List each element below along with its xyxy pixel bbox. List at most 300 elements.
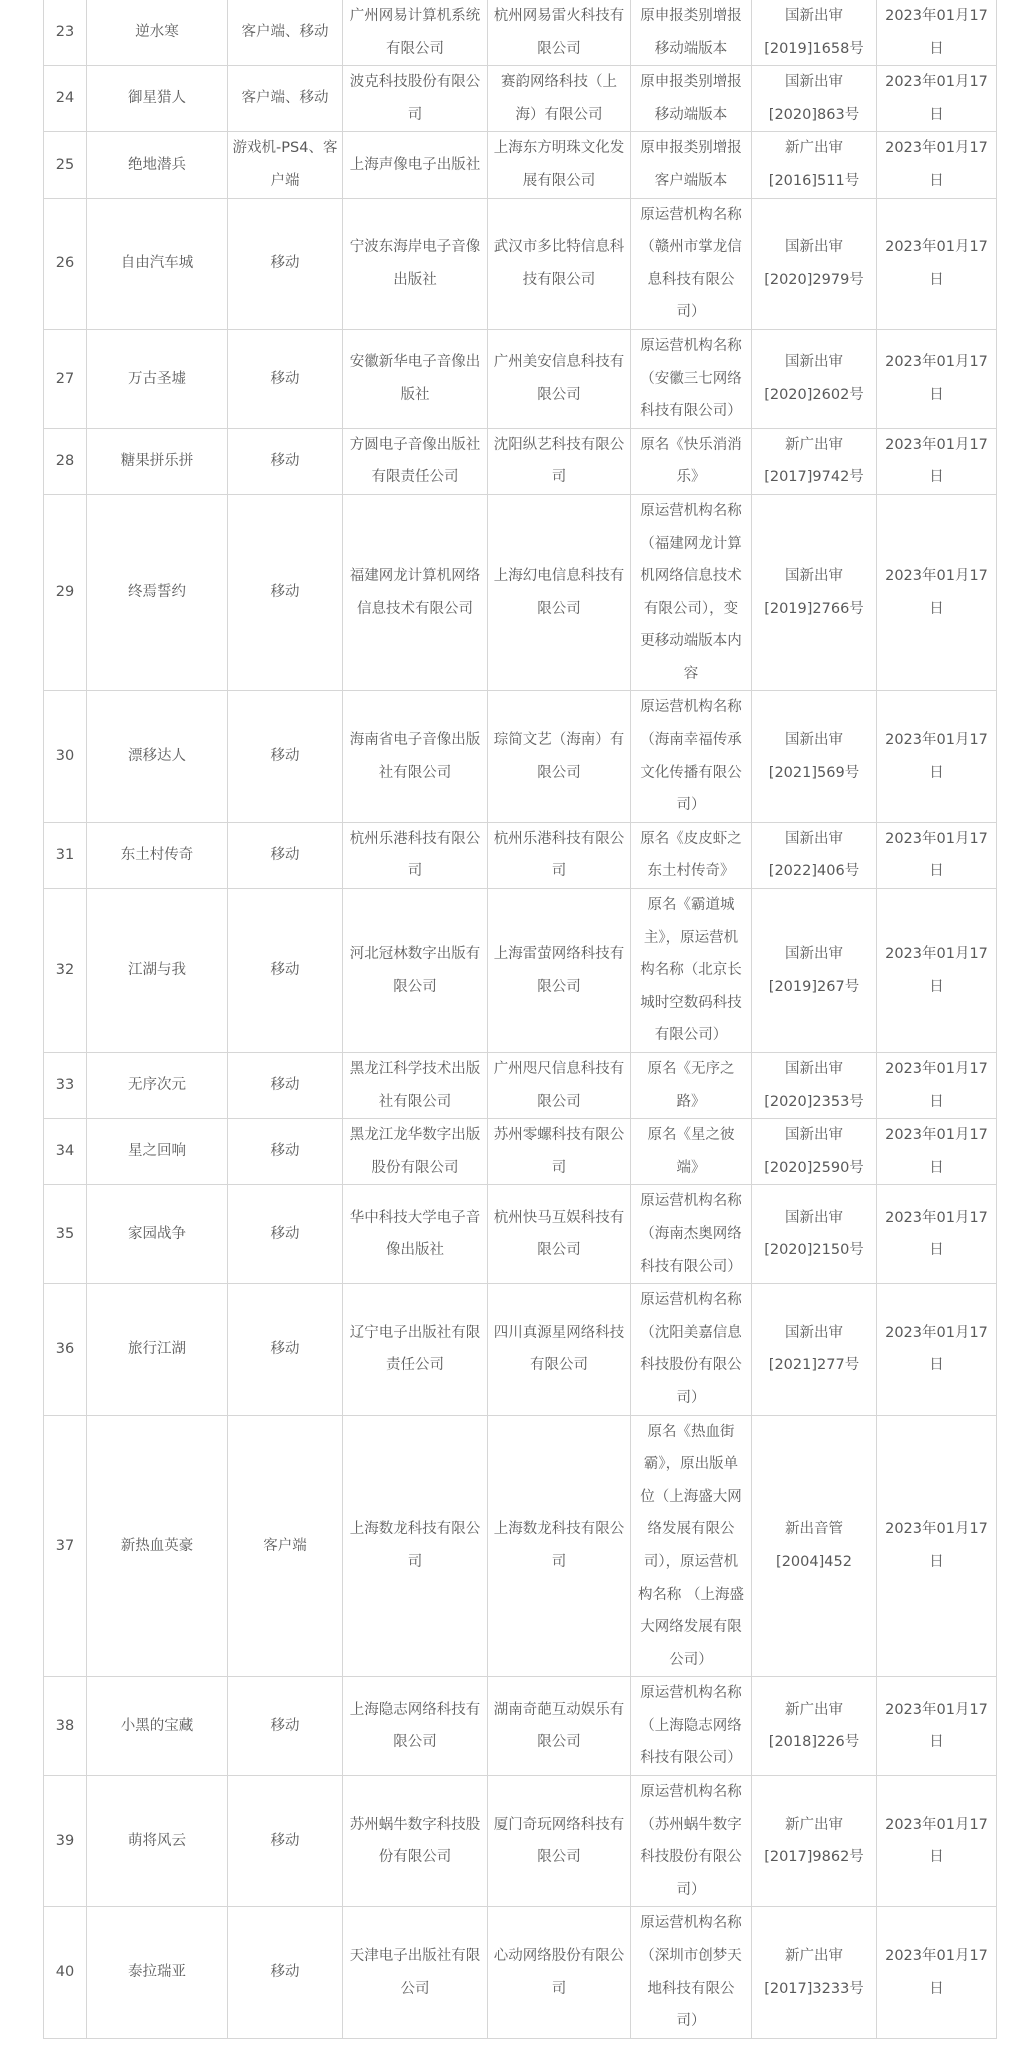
row-number-cell: 27	[44, 329, 87, 428]
cell-line: 有限公司	[386, 40, 444, 57]
game-type-cell	[228, 0, 343, 66]
publisher-cell	[343, 66, 488, 132]
game-type-cell	[228, 1677, 343, 1776]
operator-cell	[488, 1119, 631, 1185]
cell-line: （海南杰奥网络	[640, 1225, 742, 1242]
cell-line: 日	[929, 172, 944, 189]
cell-line: 2023年01月17	[885, 74, 988, 91]
cell-line: 上海数龙科技有限公	[493, 1521, 625, 1538]
approval-number-cell	[752, 1677, 877, 1776]
cell-line: 客户端	[263, 1537, 307, 1554]
table-row	[44, 1284, 997, 1415]
cell-line: 国新出审	[785, 568, 843, 585]
table-row	[44, 198, 997, 329]
cell-line: 限公司	[537, 600, 581, 617]
cell-line: [2022]406号	[768, 863, 860, 880]
date-cell	[877, 691, 997, 822]
cell-line: 2023年01月17	[885, 140, 988, 157]
approval-number-cell	[752, 329, 877, 428]
cell-line: 容	[683, 665, 699, 682]
date-cell	[877, 494, 997, 691]
row-number-cell: 38	[44, 1677, 87, 1776]
cell-line: 原名《霸道城	[647, 897, 735, 914]
cell-line: 限公司	[537, 1242, 581, 1259]
game-name-cell: 自由汽车城	[87, 198, 228, 329]
publisher-cell	[343, 1677, 488, 1776]
cell-line: 社有限公司	[378, 1093, 452, 1110]
cell-line: 主》，原运营机	[643, 929, 739, 946]
publisher-cell	[343, 1776, 488, 1907]
cell-line: 原申报类别增报	[640, 140, 742, 157]
cell-line: 2023年01月17	[885, 1948, 988, 1965]
cell-line: 宁波东海岸电子音像	[349, 239, 481, 256]
game-type-cell	[228, 889, 343, 1053]
cell-line: 移动	[270, 584, 300, 601]
cell-line: 厦门奇玩网络科技有	[493, 1816, 625, 1833]
operator-cell	[488, 494, 631, 691]
game-type-cell	[228, 1119, 343, 1185]
cell-line: 社有限公司	[378, 764, 452, 781]
cell-line: 司	[551, 469, 567, 486]
cell-line: 2023年01月17	[885, 830, 988, 847]
cell-line: 上海幻电信息科技有	[493, 568, 625, 585]
cell-line: 文化传播有限公	[640, 764, 742, 781]
cell-line: [2020]2353号	[764, 1093, 864, 1110]
row-number-cell: 37	[44, 1415, 87, 1677]
publisher-cell	[343, 822, 488, 888]
cell-line: 移动	[270, 1832, 300, 1849]
date-cell	[877, 329, 997, 428]
remark-cell	[631, 1415, 752, 1677]
cell-line: [2020]863号	[768, 106, 860, 123]
cell-line: 2023年01月17	[885, 732, 988, 749]
cell-line: 司	[551, 1553, 567, 1570]
game-type-cell	[228, 691, 343, 822]
cell-line: 司	[407, 863, 423, 880]
row-number-cell: 25	[44, 132, 87, 198]
cell-line: 责任公司	[386, 1357, 444, 1374]
cell-line: 日	[929, 469, 944, 486]
cell-line: [2019]2766号	[764, 600, 864, 617]
row-number-cell: 31	[44, 822, 87, 888]
game-type-cell	[228, 66, 343, 132]
cell-line: 上海隐志网络科技有	[349, 1701, 481, 1718]
cell-line: 原名《快乐消消	[640, 436, 742, 453]
cell-line: 湖南奇葩互动娱乐有	[493, 1701, 625, 1718]
cell-line: 新广出审	[785, 1948, 843, 1965]
cell-line: 上海声像电子出版社	[349, 156, 481, 173]
game-name-cell: 旅行江湖	[87, 1284, 228, 1415]
game-name-cell: 东土村传奇	[87, 822, 228, 888]
cell-line: 国新出审	[785, 1209, 843, 1226]
cell-line: 辽宁电子出版社有限	[349, 1324, 481, 1341]
cell-line: 原运营机构名称	[640, 1685, 742, 1702]
table-row	[44, 1119, 997, 1185]
row-number-cell: 36	[44, 1284, 87, 1415]
row-number-cell: 30	[44, 691, 87, 822]
game-name-cell: 萌将风云	[87, 1776, 228, 1907]
cell-line: 出版社	[393, 271, 437, 288]
row-number-cell: 34	[44, 1119, 87, 1185]
cell-line: 原名《无序之	[647, 1061, 735, 1077]
cell-line: （上海隐志网络	[640, 1717, 742, 1734]
operator-cell	[488, 329, 631, 428]
operator-cell	[488, 1185, 631, 1284]
publisher-cell	[343, 0, 488, 66]
cell-line: 原运营机构名称	[640, 502, 742, 519]
game-name-cell: 江湖与我	[87, 889, 228, 1053]
approval-number-cell	[752, 1284, 877, 1415]
cell-line: [2020]2590号	[764, 1159, 864, 1176]
cell-line: 有限责任公司	[371, 469, 459, 486]
game-name-cell: 绝地潜兵	[87, 132, 228, 198]
cell-line: [2021]277号	[768, 1357, 860, 1374]
cell-line: 广州咫尺信息科技有	[493, 1061, 625, 1077]
table-row	[44, 132, 997, 198]
cell-line: 2023年01月17	[885, 1816, 988, 1833]
cell-line: 司），原运营机	[643, 1553, 739, 1570]
cell-line: 日	[929, 1734, 944, 1751]
table-row	[44, 1185, 997, 1284]
operator-cell	[488, 889, 631, 1053]
operator-cell	[488, 66, 631, 132]
cell-line: 福建网龙计算机网络	[349, 568, 481, 585]
game-name-cell: 漂移达人	[87, 691, 228, 822]
cell-line: 司	[407, 106, 423, 123]
cell-line: 版社	[400, 386, 430, 403]
cell-line: 2023年01月17	[885, 1521, 988, 1538]
game-type-cell	[228, 1284, 343, 1415]
table-row	[44, 1415, 997, 1677]
approval-number-cell	[752, 1776, 877, 1907]
row-number-cell: 28	[44, 428, 87, 494]
cell-line: 构名称（北京长	[640, 962, 742, 979]
approval-table	[43, 0, 997, 2039]
remark-cell	[631, 1907, 752, 2038]
cell-line: 客户端、移动	[241, 24, 329, 41]
operator-cell	[488, 1415, 631, 1677]
cell-line: [2020]2150号	[764, 1242, 864, 1259]
cell-line: 武汉市多比特信息科	[493, 239, 625, 256]
cell-line: 司）	[676, 1881, 706, 1898]
cell-line: 移动	[270, 255, 300, 272]
table-row	[44, 822, 997, 888]
cell-line: 路》	[676, 1093, 706, 1110]
cell-line: 科技有限公司）	[640, 403, 742, 420]
table-body	[44, 0, 997, 2038]
operator-cell	[488, 822, 631, 888]
cell-line: 新出音管	[785, 1521, 843, 1538]
cell-line: （沈阳美嘉信息	[640, 1324, 742, 1341]
cell-line: 2023年01月17	[885, 945, 988, 962]
cell-line: 新广出审	[785, 140, 843, 157]
cell-line: 原运营机构名称	[640, 206, 742, 223]
remark-cell	[631, 132, 752, 198]
cell-line: （安徽三七网络	[640, 370, 742, 387]
cell-line: 移动端版本	[654, 40, 728, 57]
remark-cell	[631, 0, 752, 66]
row-number-cell: 39	[44, 1776, 87, 1907]
cell-line: 司）	[676, 2013, 706, 2030]
row-number-cell: 40	[44, 1907, 87, 2038]
cell-line: 移动端版本	[654, 106, 728, 123]
cell-line: [2017]9742号	[764, 469, 864, 486]
cell-line: 广州网易计算机系统	[349, 8, 481, 24]
remark-cell	[631, 198, 752, 329]
remark-cell	[631, 494, 752, 691]
date-cell	[877, 0, 997, 66]
cell-line: 苏州蜗牛数字科技股	[349, 1816, 481, 1833]
cell-line: 原运营机构名称	[640, 1292, 742, 1309]
cell-line: 国新出审	[785, 945, 843, 962]
table-row	[44, 66, 997, 132]
publisher-cell	[343, 1185, 488, 1284]
cell-line: 四川真源星网络科技	[493, 1324, 625, 1341]
cell-line: 科技股份有限公	[640, 1849, 742, 1866]
cell-line: 位（上海盛大网	[640, 1488, 742, 1505]
cell-line: 科技有限公司）	[640, 1258, 742, 1275]
approval-number-cell	[752, 1907, 877, 2038]
approval-number-cell	[752, 198, 877, 329]
remark-cell	[631, 1119, 752, 1185]
cell-line: [2019]267号	[768, 978, 860, 995]
table-row	[44, 329, 997, 428]
cell-line: 份有限公司	[378, 1849, 452, 1866]
game-type-cell	[228, 1053, 343, 1119]
operator-cell	[488, 132, 631, 198]
cell-line: 日	[929, 1159, 944, 1176]
cell-line: 日	[929, 1849, 944, 1866]
cell-line: 客户端版本	[654, 172, 728, 189]
cell-line: 移动	[270, 370, 300, 387]
cell-line: 限公司	[537, 386, 581, 403]
cell-line: 息科技有限公	[647, 271, 735, 288]
cell-line: 上海雷萤网络科技有	[493, 945, 625, 962]
cell-line: 限公司	[537, 978, 581, 995]
cell-line: 杭州乐港科技有限公	[349, 830, 481, 847]
cell-line: 日	[929, 600, 944, 617]
cell-line: 客户端、移动	[241, 90, 329, 107]
row-number-cell: 29	[44, 494, 87, 691]
cell-line: 日	[929, 386, 944, 403]
cell-line: 公司	[400, 1980, 430, 1997]
publisher-cell	[343, 1053, 488, 1119]
cell-line: 限公司	[537, 764, 581, 781]
cell-line: [2020]2602号	[764, 386, 864, 403]
game-type-cell	[228, 198, 343, 329]
cell-line: 构名称 （上海盛	[637, 1586, 745, 1603]
cell-line: 乐》	[676, 469, 706, 486]
date-cell	[877, 822, 997, 888]
cell-line: 日	[929, 1553, 944, 1570]
cell-line: 像出版社	[386, 1242, 444, 1259]
date-cell	[877, 1776, 997, 1907]
date-cell	[877, 1284, 997, 1415]
operator-cell	[488, 0, 631, 66]
cell-line: （海南幸福传承	[640, 732, 742, 749]
approval-number-cell	[752, 1053, 877, 1119]
cell-line: 黑龙江科学技术出版	[349, 1061, 481, 1077]
game-type-cell	[228, 329, 343, 428]
cell-line: 原运营机构名称	[640, 1784, 742, 1801]
row-number-cell: 26	[44, 198, 87, 329]
cell-line: 苏州零螺科技有限公	[493, 1127, 625, 1144]
cell-line: 安徽新华电子音像出	[349, 354, 481, 371]
game-name-cell: 小黑的宝藏	[87, 1677, 228, 1776]
cell-line: 方圆电子音像出版社	[349, 436, 481, 453]
cell-line: 移动	[270, 1077, 300, 1094]
publisher-cell	[343, 329, 488, 428]
cell-line: 日	[929, 1357, 944, 1374]
table-row	[44, 889, 997, 1053]
cell-line: 琮简文艺（海南）有	[493, 732, 625, 749]
cell-line: 2023年01月17	[885, 1209, 988, 1226]
approval-number-cell	[752, 428, 877, 494]
cell-line: 日	[929, 863, 944, 880]
table-row	[44, 1776, 997, 1907]
cell-line: 广州美安信息科技有	[493, 354, 625, 371]
game-type-cell	[228, 494, 343, 691]
cell-line: 国新出审	[785, 239, 843, 256]
game-name-cell: 星之回响	[87, 1119, 228, 1185]
publisher-cell	[343, 691, 488, 822]
cell-line: 原名《皮皮虾之	[640, 830, 742, 847]
cell-line: 2023年01月17	[885, 436, 988, 453]
game-name-cell: 新热血英豪	[87, 1415, 228, 1677]
cell-line: 霸》，原出版单	[643, 1456, 739, 1473]
cell-line: 移动	[270, 1341, 300, 1358]
date-cell	[877, 428, 997, 494]
cell-line: 日	[929, 978, 944, 995]
remark-cell	[631, 822, 752, 888]
game-name-cell: 糖果拼乐拼	[87, 428, 228, 494]
cell-line: 限公司	[537, 1734, 581, 1751]
cell-line: （赣州市掌龙信	[640, 239, 742, 256]
cell-line: 原运营机构名称	[640, 699, 742, 716]
game-name-cell: 万古圣墟	[87, 329, 228, 428]
table-row	[44, 494, 997, 691]
cell-line: [2021]569号	[768, 764, 860, 781]
cell-line: [2019]1658号	[764, 40, 864, 57]
date-cell	[877, 1415, 997, 1677]
cell-line: 杭州网易雷火科技有	[493, 8, 625, 24]
cell-line: [2018]226号	[768, 1734, 860, 1751]
cell-line: 国新出审	[785, 8, 843, 24]
cell-line: [2004]452	[776, 1553, 852, 1570]
game-type-cell	[228, 1185, 343, 1284]
date-cell	[877, 1677, 997, 1776]
cell-line: 日	[929, 1980, 944, 1997]
date-cell	[877, 66, 997, 132]
approval-number-cell	[752, 66, 877, 132]
operator-cell	[488, 1776, 631, 1907]
cell-line: 限公司	[537, 40, 581, 57]
cell-line: 日	[929, 764, 944, 781]
game-type-cell	[228, 822, 343, 888]
cell-line: 心动网络股份有限公	[493, 1948, 625, 1965]
cell-line: 海）有限公司	[515, 106, 603, 123]
cell-line: 司）	[676, 1389, 706, 1406]
cell-line: 赛韵网络科技（上	[501, 74, 617, 91]
cell-line: 移动	[270, 1143, 300, 1160]
cell-line: 司	[551, 1980, 567, 1997]
cell-line: 2023年01月17	[885, 568, 988, 585]
remark-cell	[631, 691, 752, 822]
game-type-cell	[228, 1907, 343, 2038]
cell-line: 有限公司	[530, 1357, 588, 1374]
cell-line: 限公司	[537, 1849, 581, 1866]
publisher-cell	[343, 198, 488, 329]
operator-cell	[488, 428, 631, 494]
cell-line: 2023年01月17	[885, 1324, 988, 1341]
operator-cell	[488, 198, 631, 329]
cell-line: 限公司	[393, 978, 437, 995]
cell-line: 移动	[270, 847, 300, 864]
cell-line: 端》	[676, 1159, 706, 1176]
cell-line: 原申报类别增报	[640, 74, 742, 91]
cell-line: 司	[551, 863, 567, 880]
cell-line: 日	[929, 40, 944, 57]
date-cell	[877, 198, 997, 329]
cell-line: 日	[929, 1242, 944, 1259]
publisher-cell	[343, 428, 488, 494]
cell-line: 国新出审	[785, 830, 843, 847]
table-row	[44, 1053, 997, 1119]
cell-line: 国新出审	[785, 354, 843, 371]
row-number-cell: 33	[44, 1053, 87, 1119]
remark-cell	[631, 428, 752, 494]
cell-line: 司）	[676, 304, 706, 321]
cell-line: 科技有限公司）	[640, 1750, 742, 1767]
cell-line: 2023年01月17	[885, 8, 988, 24]
cell-line: 信息技术有限公司	[357, 600, 473, 617]
cell-line: 科技股份有限公	[640, 1357, 742, 1374]
cell-line: 新广出审	[785, 436, 843, 453]
cell-line: 大网络发展有限	[640, 1619, 742, 1636]
approval-number-cell	[752, 1185, 877, 1284]
cell-line: 公司）	[669, 1651, 713, 1668]
cell-line: 限公司	[393, 1734, 437, 1751]
publisher-cell	[343, 889, 488, 1053]
operator-cell	[488, 1053, 631, 1119]
publisher-cell	[343, 1415, 488, 1677]
remark-cell	[631, 889, 752, 1053]
cell-line: 华中科技大学电子音	[349, 1209, 481, 1226]
cell-line: 河北冠林数字出版有	[349, 945, 481, 962]
cell-line: 络发展有限公	[647, 1521, 735, 1538]
cell-line: 国新出审	[785, 1127, 843, 1144]
date-cell	[877, 132, 997, 198]
cell-line: 2023年01月17	[885, 1127, 988, 1144]
cell-line: 有限公司），变	[643, 600, 739, 617]
publisher-cell	[343, 1284, 488, 1415]
cell-line: 国新出审	[785, 1061, 843, 1077]
table-row	[44, 1907, 997, 2038]
row-number-cell: 24	[44, 66, 87, 132]
cell-line: 新广出审	[785, 1701, 843, 1718]
cell-line: 司	[551, 1159, 567, 1176]
remark-cell	[631, 1053, 752, 1119]
cell-line: 沈阳纵艺科技有限公	[493, 436, 625, 453]
cell-line: 2023年01月17	[885, 1061, 988, 1077]
cell-line: （深圳市创梦天	[640, 1948, 742, 1965]
operator-cell	[488, 1284, 631, 1415]
publisher-cell	[343, 132, 488, 198]
cell-line: 国新出审	[785, 74, 843, 91]
cell-line: 2023年01月17	[885, 1701, 988, 1718]
approval-number-cell	[752, 494, 877, 691]
cell-line: [2020]2979号	[764, 271, 864, 288]
